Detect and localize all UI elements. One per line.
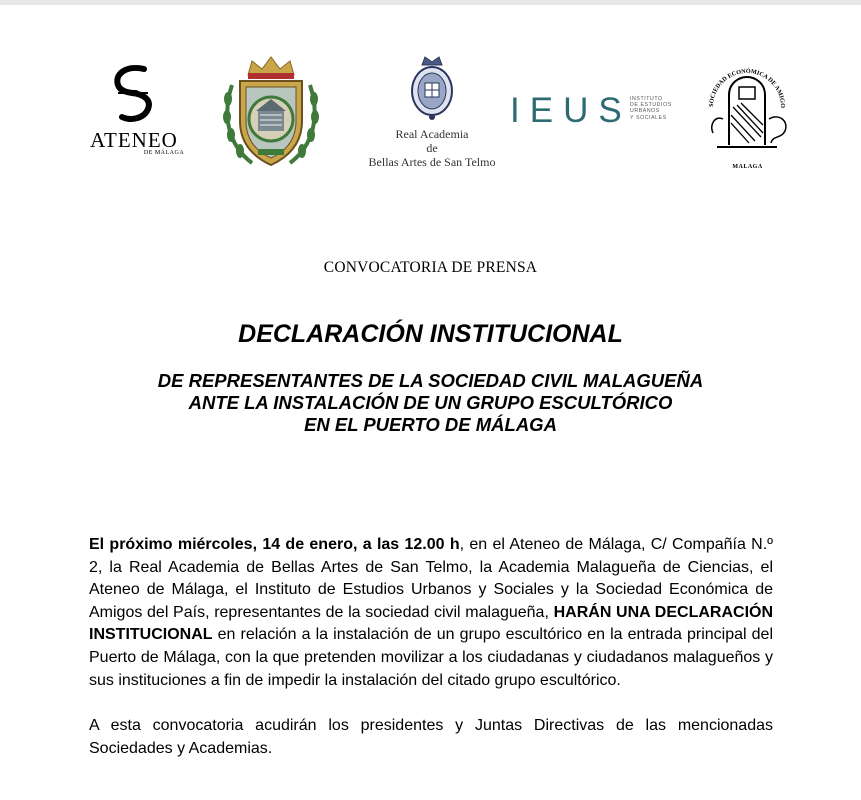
ieus-description <box>630 96 672 121</box>
body-paragraph-2: A esta convocatoria acudirán los presidentes y Juntas Directivas de las mencionadas Sociedades y Academias. <box>89 717 773 757</box>
ieus-logo <box>510 93 680 133</box>
subtitle-line-2: ANTE LA INSTALACIÓN DE UN GRUPO ESCULTÓRICO <box>188 392 673 413</box>
sociedad-economica-emblem-icon <box>695 55 800 159</box>
academia-ciencias-crest <box>222 55 320 171</box>
ateneo-sub: DE MÁLAGA <box>143 150 185 156</box>
document-subtitle <box>0 370 861 436</box>
real-academia-emblem-icon <box>407 55 457 121</box>
svg-text:SOCIEDAD ECONÓMICA DE AMIGOS D <box>695 55 786 108</box>
top-bar <box>0 0 861 5</box>
ateneo-symbol-icon <box>104 63 164 125</box>
real-academia-line-1: Real Academia <box>395 127 469 141</box>
event-date-lead: El próximo miércoles, 14 de enero, a las 12.00 h <box>89 536 460 553</box>
press-call-label: CONVOCATORIA DE PRENSA <box>323 259 538 276</box>
real-academia-logo <box>362 55 502 175</box>
ieus-line-1: INSTITUTO <box>630 96 663 102</box>
real-academia-line-3: Bellas Artes de San Telmo <box>368 155 496 169</box>
ieus-line-2: DE ESTUDIOS <box>630 102 672 109</box>
sociedad-economica-ring-text: SOCIEDAD ECONÓMICA DE AMIGO <box>707 67 787 109</box>
subtitle-line-1: DE REPRESENTANTES DE LA SOCIEDAD CIVIL MALAGUEÑA <box>157 370 704 391</box>
ieus-wordmark: IEUS <box>510 91 632 130</box>
sociedad-economica-logo <box>695 55 800 175</box>
body-paragraph-1-part-2: en relación a la instalación de un grupo escultórico en la entrada principal del Puerto de Málaga, con la que pretenden movilizar a los ciudadanas y ciudadanos malagueños y sus instituciones a fin de impedir la instalación del citado grupo escultórico. <box>89 626 773 689</box>
subtitle-line-3: EN EL PUERTO DE MÁLAGA <box>304 414 557 435</box>
body-paragraph-1-part-1: , en el Ateneo de Málaga, C/ Compañía N.º 2, la Real Academia de Bellas Artes de San Telmo, la Academia Malagueña de Ciencias, el Ateneo de Málaga, el Instituto de Estudios Urbanos y Sociales y la Sociedad Económica de Amigos del País, representantes de la sociedad civil malagueña, <box>89 536 774 621</box>
real-academia-line-2: de <box>426 141 438 155</box>
ieus-line-3: URBANOS <box>630 108 660 115</box>
document-body <box>89 534 773 760</box>
body-paragraph-1 <box>89 534 773 692</box>
document-title: DECLARACIÓN INSTITUCIONAL <box>238 320 623 348</box>
ateneo-name: ATENEO <box>90 128 178 152</box>
logo-row <box>0 55 861 185</box>
ateneo-logo <box>74 63 194 173</box>
sociedad-economica-city: MALAGA <box>732 164 763 170</box>
ieus-line-4: Y SOCIALES <box>630 114 667 121</box>
declaration-emphasis: HARÁN UNA DECLARACIÓN INSTITUCIONAL <box>89 603 774 644</box>
academy-crest-icon <box>222 55 320 171</box>
